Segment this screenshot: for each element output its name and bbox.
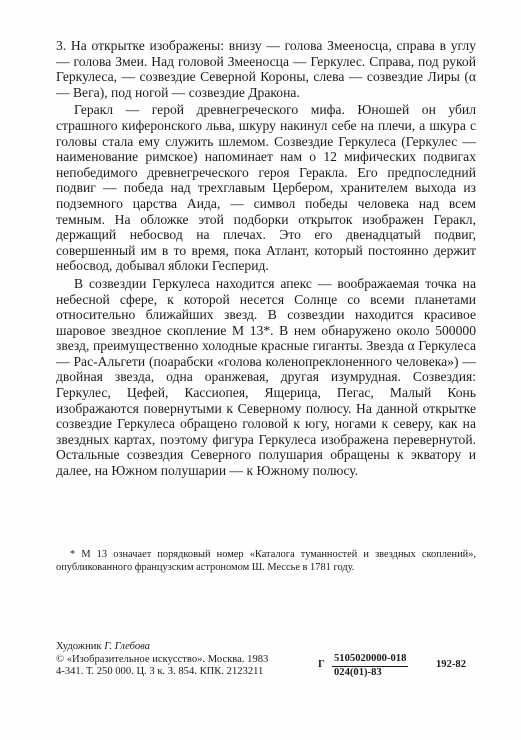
artist-name: Г. Глебова	[104, 641, 150, 652]
paragraph-card-description: 3. На открытке изображены: внизу — голова Змееносца, справа в углу — голова Змеи. Над головой Змееносца — Геркулес. Справа, под рукой Геркулеса, — созвездие Северной Короны, слева — созвездие Лиры (α — Вега), под ногой — созвездие Дракона.	[56, 38, 476, 100]
paragraph-heracles-myth: Геракл — герой древнегреческого мифа. Юношей он убил страшного киферонского льва, шкуру накинул себе на плечи, а шкура с головы стала ему служить шлемом. Созвездие Геркулеса (Геркулес — наименование римское) напоминает нам о 12 мифических подвигах непобедимого древнегреческого героя Геракла. Его предпоследний подвиг — победа над трехглавым Цербером, хранителем выхода из подземного царства Аида, — символ победы человека над всем темным. На обложке этой подборки открыток изображен Геракл, держащий небосвод на плечах. Это его двенадцатый подвиг, совершенный им в то время, пока Атлант, который постоянно держит небосвод, добывал яблоки Гесперид.	[56, 102, 476, 274]
index-numerator: 5105020000-018	[332, 653, 408, 667]
main-text	[56, 38, 476, 481]
footnote	[56, 549, 476, 574]
artist-label: Художник	[56, 641, 102, 652]
index-letter: Г	[318, 659, 325, 670]
index-code: 192-82	[436, 659, 467, 670]
index-fraction	[332, 653, 408, 679]
artist-line	[56, 641, 496, 654]
copyright-line: © «Изобразительное искусство». Москва. 1983	[56, 653, 269, 665]
paragraph-hercules-constellation: В созвездии Геркулеса находится апекс — воображаемая точка на небесной сфере, к которой несется Солнце со всеми планетами относительно ближайших звезд. В созвездии находится красивое шаровое звездное скопление М 13*. В нем обнаружено около 500000 звезд, преимущественно холодные красные гиганты. Звезда α Геркулеса — Рас-Альгети (поарабски «голова коленопреклоненного человека») — двойная звезда, одна оранжевая, другая изумрудная. Созвездия: Геркулес, Цефей, Кассиопея, Ящерица, Пегас, Малый Конь изображаются повернутыми к Северному полюсу. На данной открытке созвездие Геркулеса обращено головой к югу, ногами к северу, как на звездных картах, поэтому фигура Геркулеса изображена перевернутой. Остальные созвездия Северного полушария обращены к экватору и далее, на Южном полушарии — к Южному полюсу.	[56, 275, 476, 479]
footnote-text: * М 13 означает порядковый номер «Каталога туманностей и звездных скоплений», опубликованного французским астрономом Ш. Мессье в 1781 году.	[56, 549, 476, 573]
index-denominator: 024(01)-83	[334, 667, 382, 678]
imprint	[56, 641, 496, 679]
order-line: 4-341. Т. 250 000. Ц. 3 к. З. 854. КПК. 2123211	[56, 666, 264, 678]
